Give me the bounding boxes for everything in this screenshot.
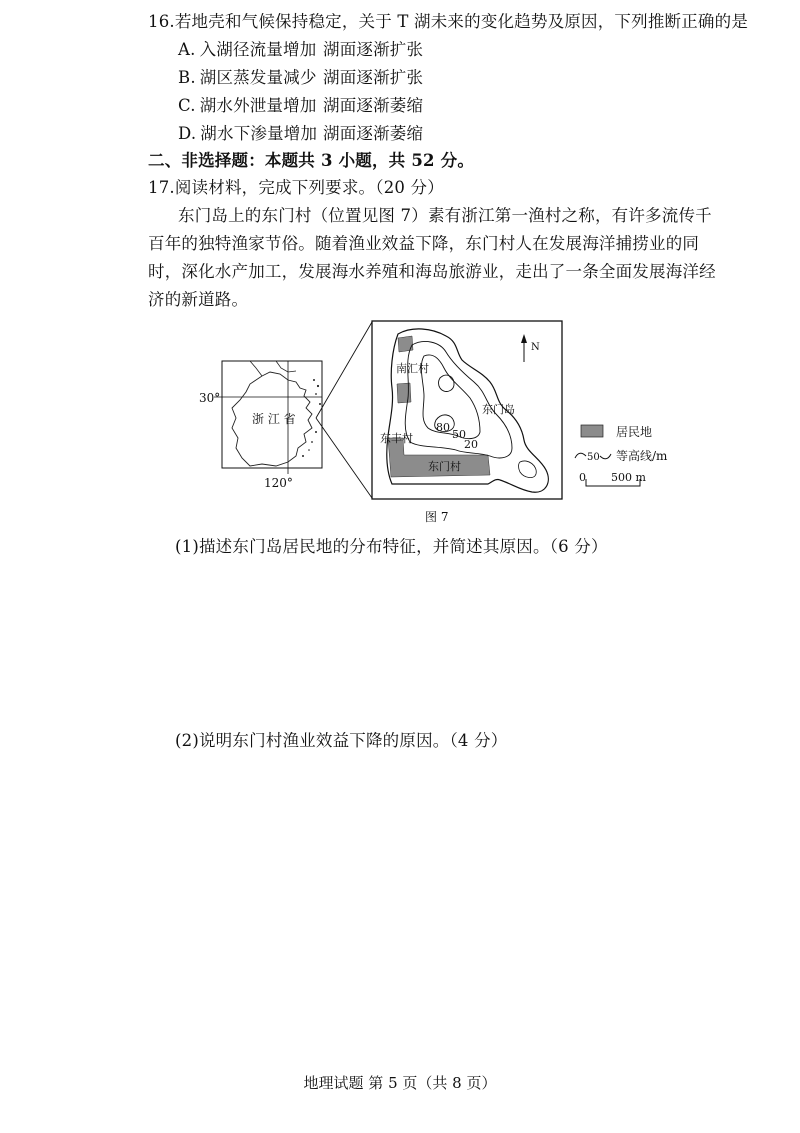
legend-contour-label: 等高线/m [616, 449, 668, 463]
settlement-nanhui-north [398, 336, 413, 352]
legend-settlement-label: 居民地 [616, 425, 653, 439]
option-result: 湖面逐渐萎缩 [323, 96, 424, 115]
latitude-label: 30° [199, 391, 221, 405]
province-label: 浙 江 省 [252, 412, 296, 426]
contour-label-50: 50 [452, 428, 466, 441]
material-line-1: 东门岛上的东门村（位置见图 7）素有浙江第一渔村之称，有许多流传千 [178, 206, 712, 225]
scale-zero-label: 0 [579, 471, 586, 484]
option-a [178, 40, 678, 60]
contour-label-80: 80 [436, 421, 450, 434]
longitude-label: 120° [264, 476, 293, 490]
option-cause: 湖水下渗量增加 [200, 124, 318, 143]
neighbor-boundary [250, 361, 296, 376]
material-line-4: 济的新道路。 [148, 290, 249, 309]
question-17-sub-1: (1)描述东门岛居民地的分布特征，并简述其原因。（6 分） [175, 537, 608, 556]
option-d [178, 124, 678, 144]
section-2-header: 二、非选择题：本题共 3 小题，共 52 分。 [148, 151, 475, 170]
figure-caption: 图 7 [425, 510, 449, 524]
settlement-nanhui-west [397, 383, 411, 403]
legend-contour-value: 50 [587, 452, 600, 463]
option-label: D. [178, 124, 197, 143]
scale-end-label: 500 m [611, 471, 646, 484]
option-b [178, 68, 678, 88]
option-label: C. [178, 96, 196, 115]
island-label: 东门岛 [482, 403, 515, 416]
callout-line-bottom [316, 418, 372, 498]
figure-7-map [0, 310, 800, 535]
option-cause: 湖区蒸发量减少 [199, 68, 317, 87]
material-line-2: 百年的独特渔家节俗。随着渔业效益下降，东门村人在发展海洋捕捞业的同 [148, 234, 700, 253]
material-line-3: 时，深化水产加工，发展海水养殖和海岛旅游业，走出了一条全面发展海洋经 [148, 262, 716, 281]
north-label: N [531, 342, 540, 353]
option-c [178, 96, 678, 116]
contour-label-20: 20 [464, 438, 478, 451]
village-label-dongfeng: 东丰村 [380, 432, 413, 445]
question-16-stem: 16.若地壳和气候保持稳定，关于 T 湖未来的变化趋势及原因，下列推断正确的是 [148, 12, 749, 31]
option-label: A. [178, 40, 196, 59]
page-footer: 地理试题 第 5 页（共 8 页） [303, 1074, 497, 1092]
village-label-nanhui: 南汇村 [396, 362, 429, 375]
option-result: 湖面逐渐扩张 [323, 68, 424, 87]
option-result: 湖面逐渐萎缩 [323, 124, 424, 143]
callout-line-top [316, 322, 372, 418]
question-17-sub-2: (2)说明东门村渔业效益下降的原因。（4 分） [175, 731, 508, 750]
legend-settlement-swatch [581, 425, 603, 437]
coastal-islands [302, 379, 321, 457]
option-cause: 入湖径流量增加 [199, 40, 317, 59]
option-result: 湖面逐渐扩张 [323, 40, 424, 59]
option-cause: 湖水外泄量增加 [199, 96, 317, 115]
option-label: B. [178, 68, 196, 87]
question-17-stem: 17.阅读材料，完成下列要求。（20 分） [148, 178, 444, 197]
village-label-dongmen: 东门村 [428, 460, 461, 473]
